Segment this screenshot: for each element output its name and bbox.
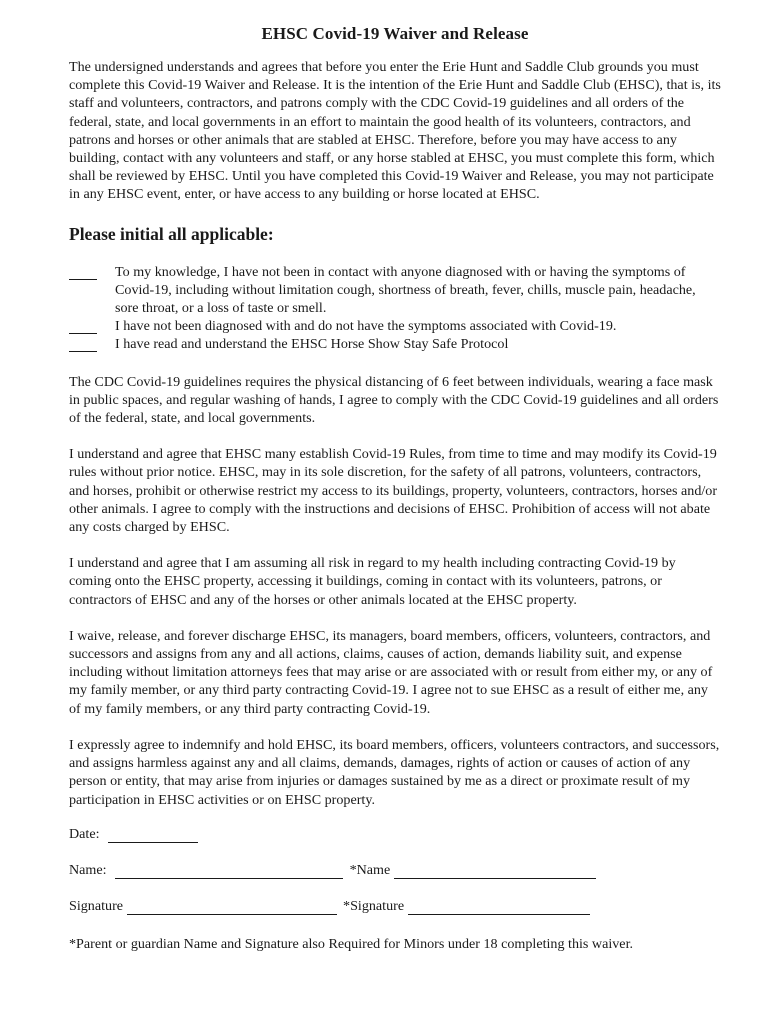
initials-heading: Please initial all applicable: (69, 223, 274, 244)
checklist-item (69, 335, 721, 353)
guardian-signature-label: *Signature (343, 897, 405, 914)
release-paragraph: I waive, release, and forever discharge EHSC, its managers, board members, officers, volunteers, contractors, and successors and assigns from any and all actions, claims, causes of action, demands liability suit, and expense including without limitation attorneys fees that may arise or are associated with or result from either my, or any of my family member, or any third party contracting Covid-19. I agree not to sue EHSC as a result of either me, any of my family members, or any third party contracting Covid-19. (69, 627, 713, 717)
guardian-name-field[interactable] (394, 864, 596, 879)
risk-paragraph: I understand and agree that I am assuming all risk in regard to my health including contracting Covid-19 by coming onto the EHSC property, accessing it buildings, coming in contact with its volunteers, patrons, or contractors of EHSC and any of the horses or other animals located at the EHSC property. (69, 555, 676, 608)
waiver-page (69, 24, 721, 953)
name-field[interactable] (115, 864, 343, 879)
checklist-item (69, 317, 721, 335)
indemnify-paragraph: I expressly agree to indemnify and hold EHSC, its board members, officers, volunteers contractors, and successors, and assigns harmless against any and all claims, demands, damages, rights of action or causes of action of any person or entity, that may arise from injuries or damages sustained by me as a direct or proximate result of my participation in EHSC activities or on EHSC property. (69, 736, 720, 808)
rules-paragraph: I understand and agree that EHSC many establish Covid-19 Rules, from time to time and may modify its Covid-19 rules without prior notice. EHSC, may in its sole discretion, for the safety of all patrons, volunteers, contractors, and horses, prohibit or otherwise restrict my access to its buildings, property, volunteers, contractors, horses and/or other animals. I agree to comply with the instructions and decisions of EHSC. Prohibition of access will not abate any costs charged by EHSC. (69, 446, 718, 536)
name-label: Name: (69, 861, 107, 878)
initial-blank[interactable] (69, 318, 97, 334)
guardian-name-label: *Name (349, 861, 391, 878)
checklist-item-text: I have not been diagnosed with and do not have the symptoms associated with Covid-19. (115, 318, 617, 335)
checklist-item-text: To my knowledge, I have not been in contact with anyone diagnosed with or having the symptoms of Covid-19, including without limitation cough, shortness of breath, fever, chills, muscle pain, headache, sore throat, or a loss of taste or smell. (115, 263, 696, 317)
guardian-signature-field[interactable] (408, 900, 590, 915)
signature-row (69, 899, 721, 915)
date-field[interactable] (108, 828, 198, 843)
signature-field[interactable] (127, 900, 337, 915)
date-row (69, 827, 721, 843)
date-label: Date: (69, 825, 100, 842)
initials-checklist (69, 263, 721, 354)
checklist-item-text: I have read and understand the EHSC Horse Show Stay Safe Protocol (115, 336, 509, 353)
initial-blank[interactable] (69, 264, 97, 280)
checklist-item (69, 263, 721, 318)
signature-label: Signature (69, 897, 124, 914)
name-row (69, 863, 721, 879)
cdc-guidelines-paragraph: The CDC Covid-19 guidelines requires the physical distancing of 6 feet between individuals, wearing a face mask in public spaces, and regular washing of hands, I agree to comply with the CDC Covid-19 guidelines and all orders of the federal, state, and local governments. (69, 373, 719, 427)
document-title: EHSC Covid-19 Waiver and Release (261, 24, 529, 43)
intro-paragraph: The undersigned understands and agrees that before you enter the Erie Hunt and Saddle Club grounds you must complete this Covid-19 Waiver and Release. It is the intention of the Erie Hunt and Saddle Club (EHSC), that is, its staff and volunteers, contractors, and patrons comply with the CDC Covid-19 guidelines and all orders of the federal, state, and local governments in an effort to maintain the good health of its volunteers, contractors, and patrons and horses or other animals that are stabled at EHSC. Therefore, before you may have access to any building, contact with any volunteers and staff, or any horse stabled at EHSC, you must complete this form, which shall be reviewed by EHSC. Until you have completed this Covid-19 Waiver and Release, you may not participate in any EHSC event, enter, or have access to any building or horse located at EHSC. (69, 59, 721, 203)
initial-blank[interactable] (69, 336, 97, 352)
footer-note: *Parent or guardian Name and Signature also Required for Minors under 18 completing this waiver. (69, 935, 634, 952)
